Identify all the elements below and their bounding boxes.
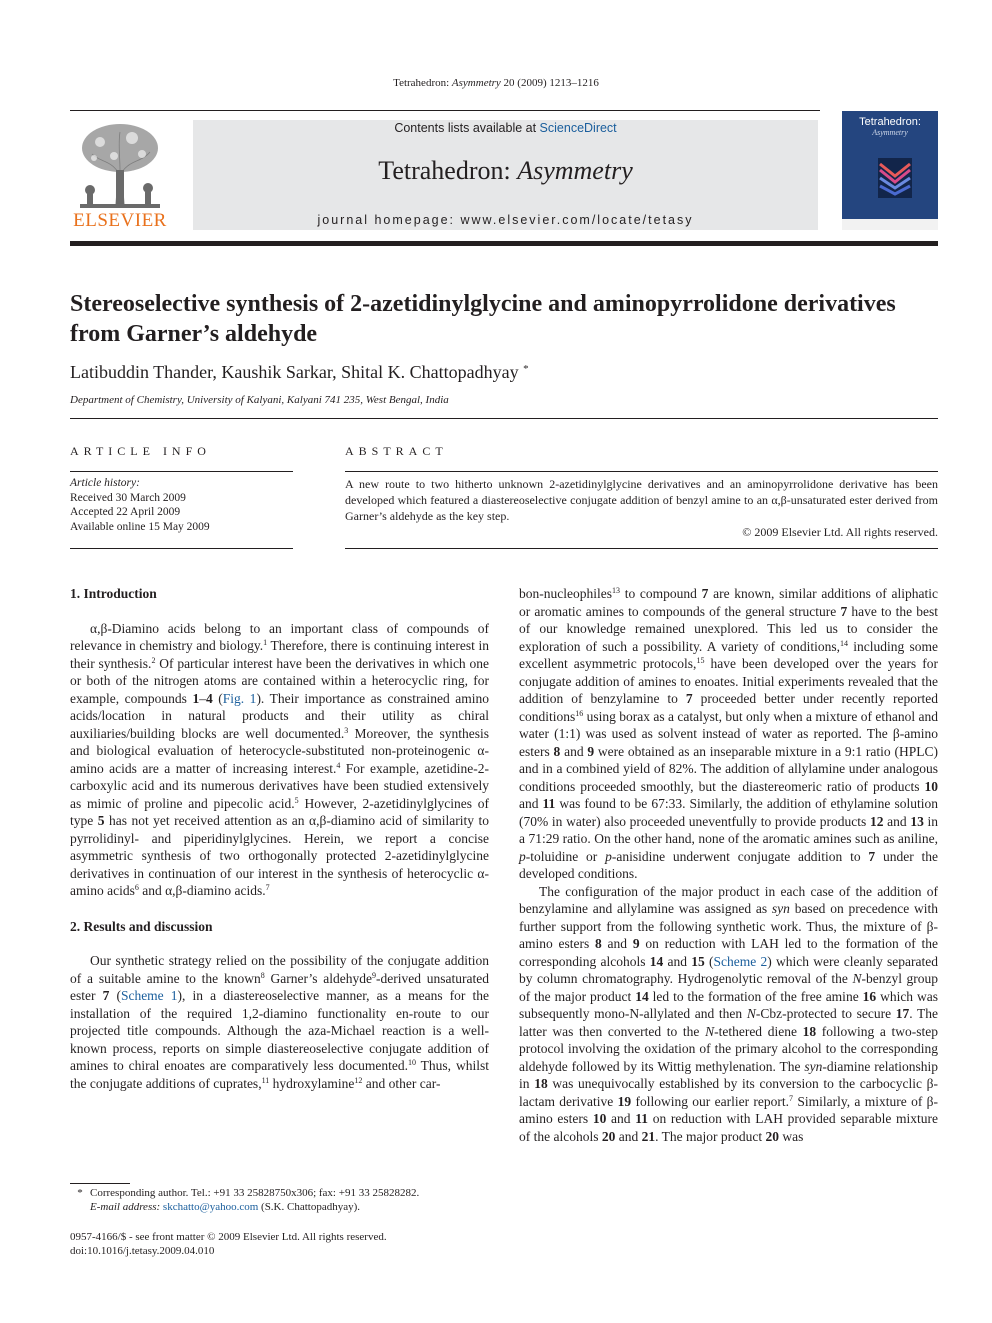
abstract-copyright: © 2009 Elsevier Ltd. All rights reserved. bbox=[742, 525, 938, 539]
contents-line: Contents lists available at ScienceDirect bbox=[394, 121, 617, 135]
divider bbox=[345, 471, 938, 472]
results-continued: bon-nucleophiles$^{13}$ to compound 7 are known, similar additions of aliphatic or aromatic amines to compounds of the general structure 7 have to the best of our knowledge remained unexplored. This led us to consider the exploration of such a possibility. A variety of conditions,$^{14}$ including some excellent asymmetric protocols,$^{15}$ have been developed over the years for conjugate addition of amines to enoates. Initial experiments revealed that the addition of benzylamine to 7 proceeded better under recently reported conditions$^{16}$ using borax as a catalyst, but only when a mixture of ethanol and water (1:1) was used as solvent instead of water as reported. The β-amino esters 8 and 9 were obtained as an inseparable mixture in a 9:1 ratio (HPLC) and in a combined yield of 82%. The addition of allylamine under analogous conditions proceeded smoothly, but the diastereomeric ratio of products 10 and 11 was found to be 67:33. Similarly, the addition of ethylamine solution (70% in water) also proceeded uneventfully to provide products 12 and 13 in a 71:29 ratio. On the other hand, none of the aromatic amines such as aniline, p-toluidine or p-anisidine underwent conjugate addition to 7 under the developed conditions. bbox=[519, 586, 938, 881]
online-date: Available online 15 May 2009 bbox=[70, 520, 210, 533]
cover-title: Tetrahedron: bbox=[859, 116, 921, 128]
footnote-rule bbox=[70, 1183, 130, 1184]
intro-heading: 1. Introduction bbox=[70, 586, 157, 601]
header-rule bbox=[70, 110, 820, 111]
doi-line[interactable]: doi:10.1016/j.tetasy.2009.04.010 bbox=[70, 1244, 215, 1257]
cover-graphic bbox=[878, 158, 912, 198]
journal-name: Tetrahedron: Asymmetry bbox=[378, 156, 633, 185]
affiliation: Department of Chemistry, University of Kalyani, Kalyani 741 235, West Bengal, India bbox=[70, 394, 449, 406]
article-history bbox=[70, 476, 293, 534]
results-paragraph: Our synthetic strategy relied on the possibility of the conjugate addition of a suitable amine to the known$^8$ Garner’s aldehyde$^9$-derived unsaturated ester 7 (Scheme 1), in a diastereoselective manner, as a means for the installation of the required 1,2-diamino functionality en-route to our projected title compounds. Although the aza-Michael reaction is a well-known process, reports on simple diastereoselective conjugate addition of amines to chiral enoates are comparatively less documented.$^{10}$ Thus, whilst the conjugate additions of cuprates,$^{11}$ hydroxylamine$^{12}$ and other car- bbox=[70, 953, 490, 1091]
configuration-paragraph: The configuration of the major product in each case of the addition of benzylamine and allylamine was assigned as syn based on precedence with further support from the following synthetic work. Thus, the mixture of β-amino esters 8 and 9 on reduction with LAH led to the formation of the corresponding alcohols 14 and 15 (Scheme 2) which were cleanly separated by column chromatography. Hydrogenolytic removal of the N-benzyl group of the major product 14 led to the formation of the free amine 16 which was subsequently mono-N-allylated and then N-Cbz-protected to secure 17. The latter was then converted to the N-tethered diene 18 following a two-step protocol involving the oxidation of the primary alcohol to the corresponding aldehyde followed by its Wittig methylenation. The syn-diamine relationship in 18 was unequivocally established by its conversion to the carbocyclic β-lactam derivative 19 following our earlier report.$^7$ Similarly, a mixture of β-amino esters 10 and 11 on reduction with LAH provided separable mixture of the alcohols 20 and 21. The major product 20 was bbox=[519, 883, 939, 1144]
email-link[interactable]: skchatto@yahoo.com bbox=[162, 1200, 259, 1213]
divider bbox=[70, 548, 293, 549]
corresponding-note: * Corresponding author. Tel.: +91 33 25828750x306; fax: +91 33 25828282. bbox=[77, 1187, 420, 1199]
results-heading: 2. Results and discussion bbox=[70, 918, 213, 934]
cover-footer bbox=[842, 219, 938, 230]
body-column-left bbox=[70, 585, 489, 1092]
sciencedirect-link[interactable]: ScienceDirect bbox=[539, 121, 617, 135]
body-column-right bbox=[519, 585, 938, 1145]
email-note: E-mail address: skchatto@yahoo.com (S.K. Chattopadhyay). bbox=[90, 1200, 361, 1213]
abstract-heading: ABSTRACT bbox=[345, 444, 448, 458]
abstract-text: A new route to two hitherto unknown 2-azetidinylglycine derivatives and an aminopyrrolidone derivative has been developed which featured a diastereoselective conjugate addition of benzyl amine to an α,β-unsaturated ester derived from Garner’s aldehyde as the key step. bbox=[345, 477, 938, 523]
divider bbox=[345, 548, 938, 549]
corresponding-mark[interactable]: * bbox=[523, 363, 529, 375]
divider bbox=[70, 418, 938, 419]
history-label: Article history: bbox=[70, 477, 140, 489]
journal-homepage[interactable]: journal homepage: www.elsevier.com/locate/tetasy bbox=[317, 213, 694, 227]
article-title: Stereoselective synthesis of 2-azetidinylglycine and aminopyrrolidone derivatives from Garner’s aldehyde bbox=[70, 291, 896, 347]
author-list: Latibuddin Thander, Kaushik Sarkar, Shital K. Chattopadhyay * bbox=[70, 362, 529, 382]
cover-subtitle: Asymmetry bbox=[872, 128, 908, 137]
front-matter bbox=[70, 1231, 490, 1258]
issn-line: 0957-4166/$ - see front matter © 2009 Elsevier Ltd. All rights reserved. bbox=[70, 1231, 387, 1243]
intro-paragraph: α,β-Diamino acids belong to an important class of compounds of relevance in chemistry and biology.$^1$ Therefore, there is continuing interest in their synthesis.$^2$ Of particular interest have been the derivatives in which one or both of the nitrogen atoms are contained within a heterocyclic ring, for example, compounds 1–4 (Fig. 1). Their importance as constrained amino acids/location in natural products and their utility as chiral auxiliaries/building blocks are well documented.$^3$ Moreover, the synthesis and biological evaluation of heterocycle-substituted non-proteinogenic α-amino acids are a matter of increasing interest.$^4$ For example, azetidine-2-carboxylic acid and its numerous derivatives have been studied extensively as mimic of proline and pipecolic acid.$^5$ However, 2-azetidinylglycines of type 5 has not yet received attention as an α,β-diamino acid of similarity to pyrrolidinyl- and piperidinylglycines. Herein, we report a concise asymmetric synthesis of two orthogonally protected 2-azetidinylglycine derivatives in continuation of our interest in the synthesis of heterocyclic α-amino acids$^6$ and α,β-diamino acids.$^7$ bbox=[70, 620, 489, 898]
accepted-date: Accepted 22 April 2009 bbox=[70, 506, 181, 518]
footnote bbox=[70, 1187, 490, 1214]
header-thick-rule bbox=[70, 241, 938, 246]
article-info-heading: ARTICLE INFO bbox=[70, 444, 211, 458]
journal-citation: Tetrahedron: Asymmetry 20 (2009) 1213–1216 bbox=[393, 77, 599, 89]
received-date: Received 30 March 2009 bbox=[70, 491, 186, 504]
abstract-body bbox=[345, 476, 938, 540]
divider bbox=[70, 471, 293, 472]
publisher-name: ELSEVIER bbox=[73, 210, 167, 231]
